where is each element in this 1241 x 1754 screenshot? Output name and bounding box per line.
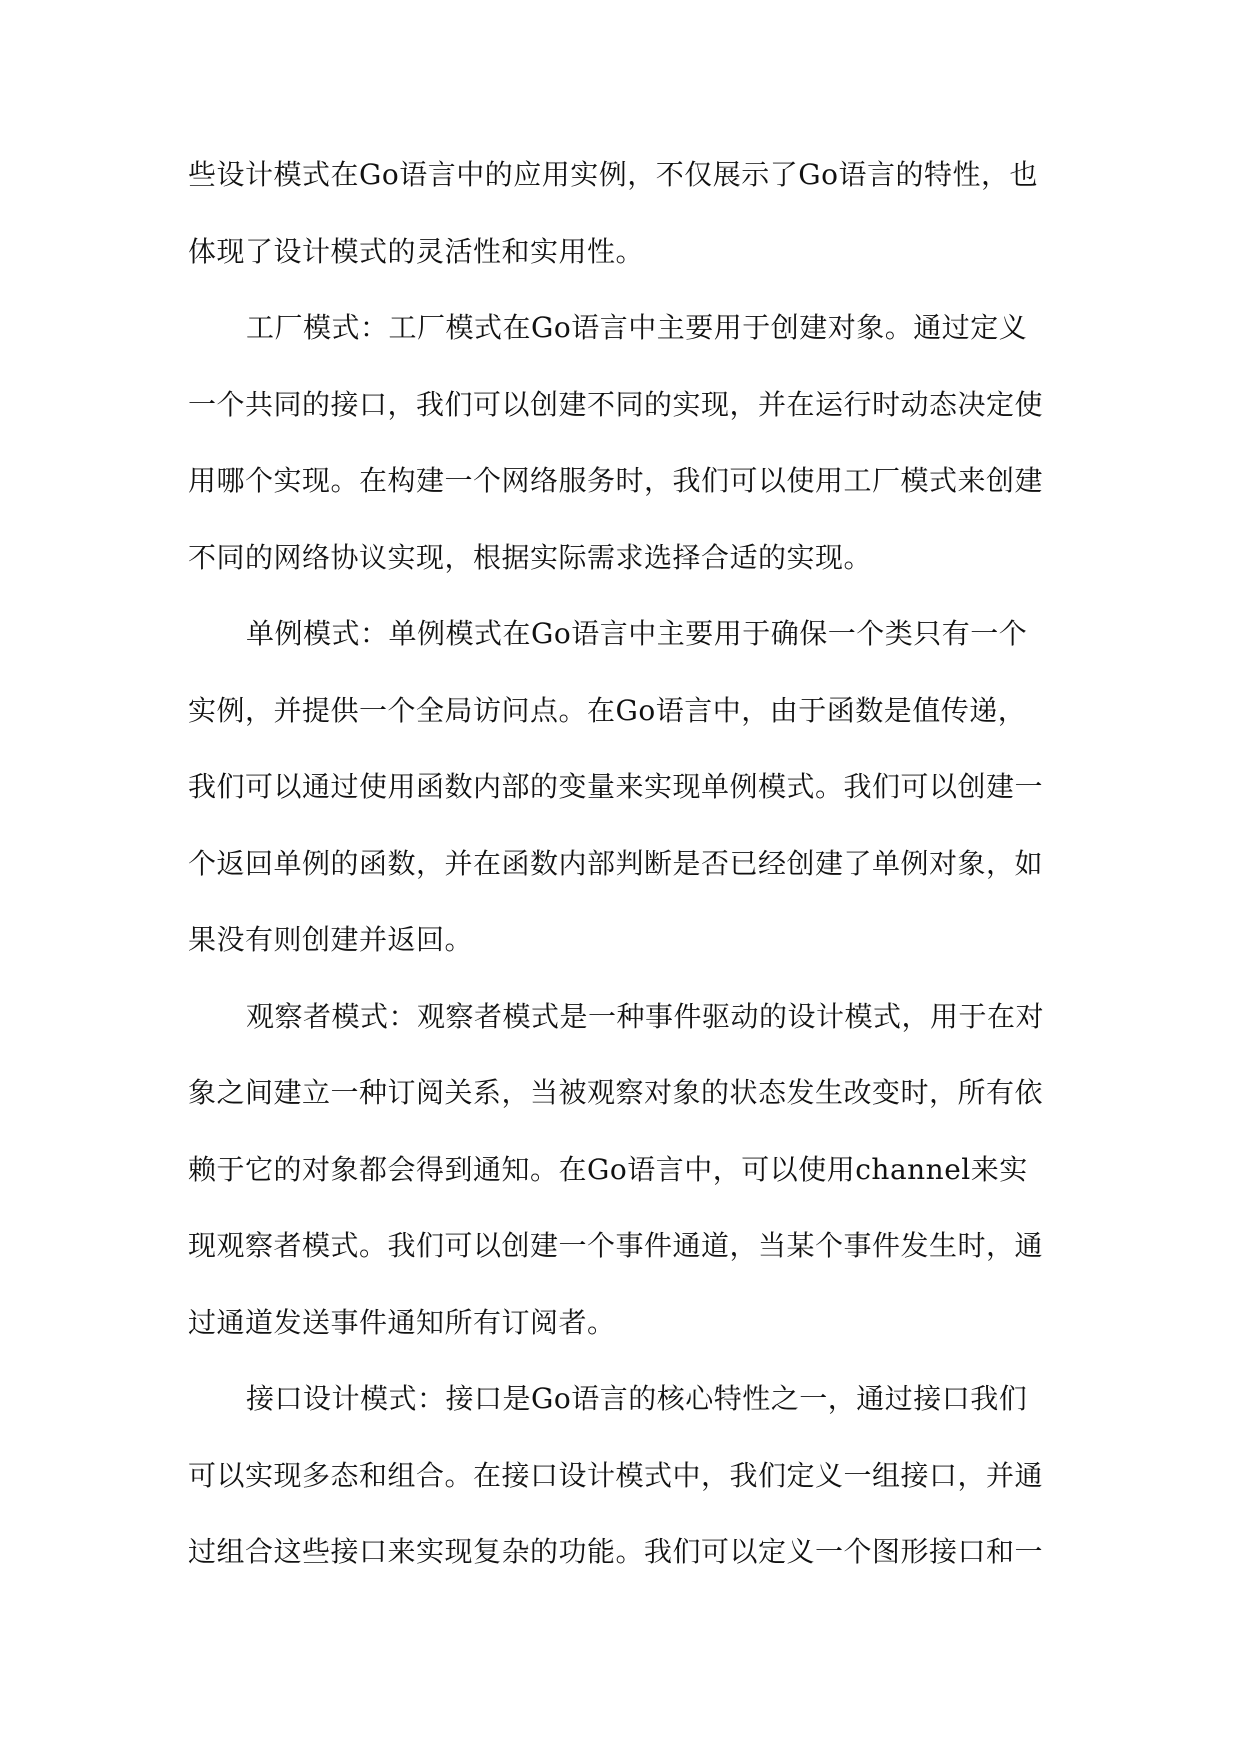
text-line: 一个共同的接口，我们可以创建不同的实现，并在运行时动态决定使 [188,387,1044,421]
text-line: 可以实现多态和组合。在接口设计模式中，我们定义一组接口，并通 [188,1458,1044,1492]
text-line: 赖于它的对象都会得到通知。在Go语言中，可以使用channel来实 [188,1152,1028,1186]
text-line: 不同的网络协议实现，根据实际需求选择合适的实现。 [188,540,873,574]
body-text [188,137,1054,1591]
paragraph-start-singleton: 单例模式：单例模式在Go语言中主要用于确保一个类只有一个 [246,617,1028,650]
text-line: 些设计模式在Go语言中的应用实例，不仅展示了Go语言的特性，也 [188,158,1038,191]
text-line: 过通道发送事件通知所有订阅者。 [188,1305,616,1339]
text-line: 我们可以通过使用函数内部的变量来实现单例模式。我们可以创建一 [188,770,1044,803]
text-line: 现观察者模式。我们可以创建一个事件通道，当某个事件发生时，通 [188,1229,1044,1262]
text-line: 过组合这些接口来实现复杂的功能。我们可以定义一个图形接口和一 [188,1535,1044,1568]
text-line: 象之间建立一种订阅关系，当被观察对象的状态发生改变时，所有依 [188,1076,1044,1109]
paragraph-start-factory: 工厂模式：工厂模式在Go语言中主要用于创建对象。通过定义 [246,311,1028,344]
text-line: 用哪个实现。在构建一个网络服务时，我们可以使用工厂模式来创建 [188,464,1044,497]
text-line: 实例，并提供一个全局访问点。在Go语言中，由于函数是值传递， [188,693,1027,727]
paragraph-start-observer: 观察者模式：观察者模式是一种事件驱动的设计模式，用于在对 [246,999,1045,1033]
paragraph-start-interface: 接口设计模式：接口是Go语言的核心特性之一，通过接口我们 [246,1382,1028,1415]
text-line: 个返回单例的函数，并在函数内部判断是否已经创建了单例对象，如 [188,846,1044,880]
text-line: 果没有则创建并返回。 [188,923,474,956]
text-line: 体现了设计模式的灵活性和实用性。 [188,234,645,268]
